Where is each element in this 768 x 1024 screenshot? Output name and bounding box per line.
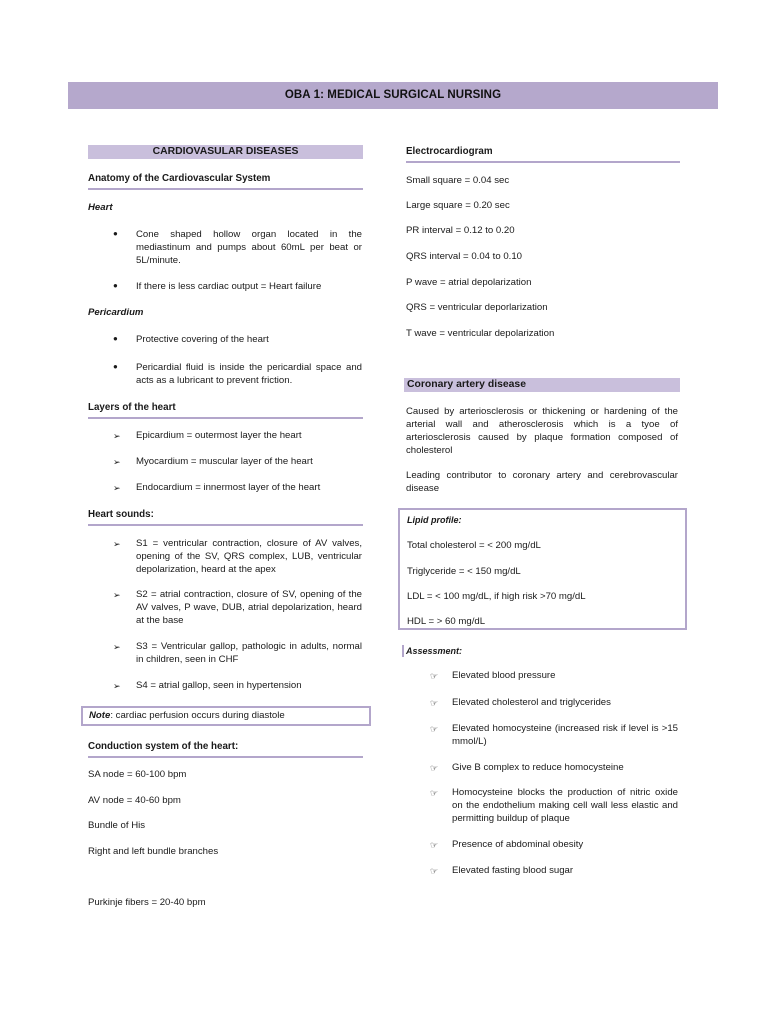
cad-title-text: Coronary artery disease — [407, 379, 526, 390]
sounds-item-text: S1 = ventricular contraction, closure of AV valves, opening of the SV, QRS complex, LUB, ventricular depolarization, heard at the apex — [136, 538, 362, 575]
list-item — [113, 589, 363, 629]
list-item — [430, 865, 678, 879]
heart-label: Heart — [88, 202, 113, 213]
arrow-icon: ➢ — [113, 457, 121, 467]
assessment-item-text: Elevated fasting blood sugar — [452, 865, 574, 876]
note-label: Note — [89, 710, 111, 721]
layers-item-text: Endocardium = innermost layer of the heart — [136, 482, 321, 493]
list-item — [430, 723, 678, 751]
layers-item-text: Epicardium = outermost layer the heart — [136, 430, 302, 441]
pointing-hand-icon: ☞ — [430, 840, 439, 850]
arrow-icon: ➢ — [113, 539, 121, 549]
list-item — [430, 697, 678, 711]
arrow-icon: ➢ — [113, 590, 121, 600]
list-item — [430, 839, 678, 853]
conduction-heading: Conduction system of the heart: — [88, 740, 363, 758]
list-item — [113, 641, 363, 669]
list-item — [113, 334, 363, 348]
cad-paragraph: Leading contributor to coronary artery and cerebrovascular disease — [406, 470, 678, 494]
sounds-item-text: S2 = atrial contraction, closure of SV, opening of the AV valves, P wave, DUB, atrial depolarization, heard at the base — [136, 589, 362, 626]
ecg-heading: Electrocardiogram — [406, 145, 680, 163]
document-banner: OBA 1: MEDICAL SURGICAL NURSING — [68, 82, 718, 109]
sounds-item-text: S3 = Ventricular gallop, pathologic in adults, normal in children, seen in CHF — [136, 641, 362, 665]
pointing-hand-icon: ☞ — [430, 763, 439, 773]
ecg-item: PR interval = 0.12 to 0.20 — [406, 225, 515, 236]
list-item — [113, 362, 363, 390]
pointing-hand-icon: ☞ — [430, 698, 439, 708]
pointing-hand-icon: ☞ — [430, 724, 439, 734]
arrow-icon: ➢ — [113, 681, 121, 691]
cad-paragraph: Caused by arteriosclerosis or thickening or hardening of the arterial wall and atherosclerosis which is a tyoe of arteriosclerosis caused by plaque formation composed of cholesterol — [406, 406, 678, 456]
lipid-item: Triglyceride = < 150 mg/dL — [407, 566, 521, 577]
layers-item-text: Myocardium = muscular layer of the heart — [136, 456, 313, 467]
list-item — [113, 281, 363, 295]
ecg-item: Large square = 0.20 sec — [406, 200, 510, 211]
note-text: : cardiac perfusion occurs during diastole — [110, 710, 285, 721]
list-item — [113, 680, 363, 694]
bullet-icon: ● — [113, 334, 118, 343]
pointing-hand-icon: ☞ — [430, 671, 439, 681]
sounds-heading: Heart sounds: — [88, 508, 363, 526]
lipid-profile-box — [398, 508, 687, 630]
list-item — [113, 538, 363, 578]
pericardium-item-text: Protective covering of the heart — [136, 334, 269, 345]
pointing-hand-icon: ☞ — [430, 788, 439, 798]
sounds-item-text: S4 = atrial gallop, seen in hypertension — [136, 680, 302, 691]
list-item — [430, 762, 678, 776]
list-item — [430, 670, 678, 684]
assessment-item-text: Give B complex to reduce homocysteine — [452, 762, 624, 773]
arrow-icon: ➢ — [113, 483, 121, 493]
heart-item-text: If there is less cardiac output = Heart failure — [136, 281, 322, 292]
ecg-item: Small square = 0.04 sec — [406, 175, 510, 186]
conduction-item: SA node = 60-100 bpm — [88, 769, 187, 780]
bullet-icon: ● — [113, 281, 118, 290]
anatomy-heading: Anatomy of the Cardiovascular System — [88, 172, 363, 190]
bullet-icon: ● — [113, 229, 118, 238]
lipid-item: LDL = < 100 mg/dL, if high risk >70 mg/dL — [407, 591, 586, 602]
lipid-item: HDL = > 60 mg/dL — [407, 616, 486, 627]
bullet-icon: ● — [113, 362, 118, 371]
list-item — [113, 482, 363, 496]
ecg-item: P wave = atrial depolarization — [406, 277, 532, 288]
list-item — [113, 456, 363, 470]
arrow-icon: ➢ — [113, 642, 121, 652]
layers-heading: Layers of the heart — [88, 401, 363, 419]
arrow-icon: ➢ — [113, 431, 121, 441]
list-item — [430, 787, 678, 827]
assessment-item-text: Elevated blood pressure — [452, 670, 556, 681]
assessment-item-text: Elevated cholesterol and triglycerides — [452, 697, 611, 708]
pointing-hand-icon: ☞ — [430, 866, 439, 876]
pericardium-item-text: Pericardial fluid is inside the pericardial space and acts as a lubricant to prevent friction. — [136, 362, 362, 386]
assessment-item-text: Elevated homocysteine (increased risk if level is >15 mmol/L) — [452, 723, 678, 747]
list-item — [113, 430, 363, 444]
ecg-item: T wave = ventricular depolarization — [406, 328, 555, 339]
pericardium-label: Pericardium — [88, 307, 144, 318]
cad-title — [404, 378, 680, 392]
ecg-item: QRS = ventricular deporlarization — [406, 302, 548, 313]
heart-item-text: Cone shaped hollow organ located in the mediastinum and pumps about 60mL per beat or 5L/minute. — [136, 229, 362, 266]
lipid-label: Lipid profile: — [407, 515, 462, 525]
note-box — [81, 706, 371, 726]
lipid-item: Total cholesterol = < 200 mg/dL — [407, 540, 541, 551]
conduction-item: AV node = 40-60 bpm — [88, 795, 181, 806]
conduction-item: Purkinje fibers = 20-40 bpm — [88, 897, 206, 908]
assessment-item-text: Presence of abdominal obesity — [452, 839, 584, 850]
assessment-label: Assessment: — [402, 645, 462, 657]
section-title-text: CARDIOVASULAR DISEASES — [152, 146, 299, 157]
ecg-item: QRS interval = 0.04 to 0.10 — [406, 251, 522, 262]
section-title — [88, 145, 363, 159]
list-item — [113, 229, 363, 269]
conduction-item: Bundle of His — [88, 820, 146, 831]
assessment-item-text: Homocysteine blocks the production of nitric oxide on the endothelium making cell wall less elastic and permitting buildup of plaque — [452, 787, 678, 824]
conduction-item: Right and left bundle branches — [88, 846, 219, 857]
